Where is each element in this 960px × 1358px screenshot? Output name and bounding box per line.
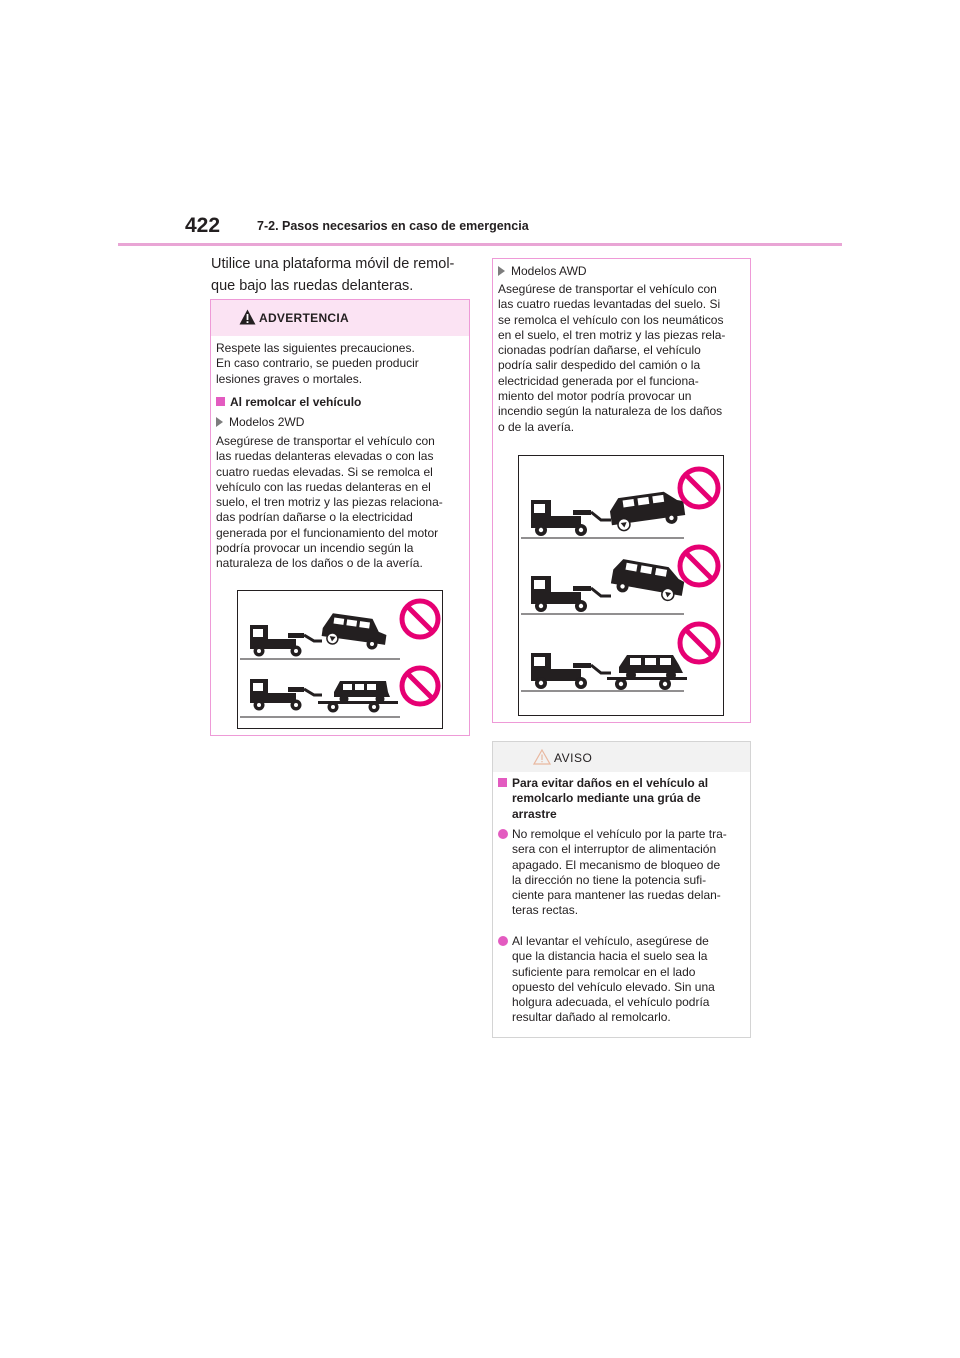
text-line: o de la avería. <box>498 419 575 434</box>
circle-bullet-icon <box>498 829 508 839</box>
tow-scene-rear-on-ground <box>521 489 686 538</box>
notice-heading-line: arrastre <box>512 806 557 821</box>
text-line: las cuatro ruedas levantadas del suelo. Si <box>498 297 721 312</box>
warning-box <box>210 299 470 736</box>
prohibition-icon <box>680 547 718 585</box>
text-line: vehículo con las ruedas delanteras en el <box>216 479 431 494</box>
tow-truck-icon <box>250 679 322 711</box>
notice-item-1 <box>498 827 750 919</box>
awd-sub-label: Modelos AWD <box>511 264 587 278</box>
awd-sub <box>498 264 587 279</box>
notice-item-line: ciente para mantener las ruedas delan- <box>512 888 721 903</box>
notice-heading-line: remolcarlo mediante una grúa de <box>512 791 701 806</box>
notice-item-line: suficiente para remolcar en el lado <box>512 964 696 979</box>
circle-bullet-icon <box>498 936 508 946</box>
tow-truck-icon <box>531 653 611 689</box>
vehicle-icon <box>610 558 687 603</box>
text-line: cionadas podrían dañarse, el vehículo <box>498 343 701 358</box>
warning-heading <box>216 395 361 410</box>
text-line: cuatro ruedas elevadas. Si se remolca el <box>216 464 433 479</box>
warning-heading-label: Al remolcar el vehículo <box>230 395 362 409</box>
notice-heading-line: Para evitar daños en el vehículo al <box>512 776 709 790</box>
arrow-bullet-icon <box>216 417 223 427</box>
arrow-bullet-icon <box>498 266 505 276</box>
text-line: electricidad generada por el funciona- <box>498 373 699 388</box>
notice-item-line: resultar dañado al remolcarlo. <box>512 1010 671 1025</box>
warning-sub-label: Modelos 2WD <box>229 415 305 429</box>
intro-text <box>211 253 473 297</box>
text-line <box>498 776 748 791</box>
intro-line: que bajo las ruedas delanteras. <box>211 278 414 294</box>
text-line: Asegúrese de transportar el vehículo con <box>498 282 717 296</box>
notice-header <box>493 742 750 772</box>
text-line: En caso contrario, se pueden producir <box>216 356 419 371</box>
text-line <box>498 827 750 842</box>
notice-item-line: sera con el interruptor de alimentación <box>512 842 717 857</box>
notice-item-line: la dirección no tiene la potencia sufi- <box>512 872 707 887</box>
notice-item-line: apagado. El mecanismo de bloqueo de <box>512 857 721 872</box>
text-line: Asegúrese de transportar el vehículo con <box>216 434 435 448</box>
notice-triangle-icon <box>533 749 551 765</box>
prohibition-icon <box>402 601 438 637</box>
section-title: 7-2. Pasos necesarios en caso de emergencia <box>257 219 529 233</box>
notice-item-line: Al levantar el vehículo, asegúrese de <box>512 934 709 948</box>
warning-body <box>216 434 468 572</box>
text-line: se remolca el vehículo con los neumáticos <box>498 312 724 327</box>
warning-title: ADVERTENCIA <box>259 311 349 325</box>
notice-item-line: que la distancia hacia el suelo sea la <box>512 949 708 964</box>
text-line: incendio según la naturaleza de los daños <box>498 404 723 419</box>
text-line: suelo, el tren motriz y las piezas relaciona- <box>216 495 443 510</box>
notice-item-line: teras rectas. <box>512 903 579 918</box>
warning-triangle-icon <box>239 309 256 325</box>
text-line: podría salir despedido del camión o la <box>498 358 701 373</box>
illustration-awd <box>518 455 724 716</box>
text-line: naturaleza de los daños o de la avería. <box>216 556 423 571</box>
notice-item-line: No remolque el vehículo por la parte tra- <box>512 827 727 841</box>
awd-body <box>498 282 750 435</box>
notice-item-line: holgura adecuada, el vehículo podría <box>512 995 710 1010</box>
vehicle-icon <box>608 489 686 532</box>
page-number: 422 <box>185 214 221 237</box>
warning-intro <box>216 341 466 387</box>
towing-2wd-drawing <box>238 591 442 728</box>
prohibition-icon <box>402 668 438 704</box>
text-line: lesiones graves o mortales. <box>216 371 363 386</box>
notice-heading <box>498 776 748 822</box>
intro-line: Utilice una plataforma móvil de remol- <box>211 256 455 272</box>
tow-scene-front-lifted <box>240 612 400 659</box>
awd-box <box>492 258 751 723</box>
notice-box <box>492 741 751 1038</box>
towing-awd-drawing <box>519 456 723 715</box>
tow-scene-all-lifted <box>240 679 400 717</box>
text-line: miento del motor podría provocar un <box>498 389 692 404</box>
tow-scene-on-dolly <box>521 653 687 691</box>
prohibition-icon <box>680 469 718 507</box>
notice-item-2 <box>498 934 750 1026</box>
text-line: Respete las siguientes precauciones. <box>216 341 415 355</box>
warning-header <box>211 300 469 336</box>
illustration-2wd <box>237 590 443 729</box>
tow-truck-icon <box>531 576 611 612</box>
text-line: las ruedas delanteras elevadas o con las <box>216 449 434 464</box>
square-bullet-icon <box>498 778 507 787</box>
text-line <box>498 934 750 949</box>
tow-scene-front-on-ground <box>521 558 686 614</box>
text-line: en el suelo, el tren motriz y las piezas rela- <box>498 327 726 342</box>
header-rule <box>118 243 842 246</box>
square-bullet-icon <box>216 397 225 406</box>
warning-sub <box>216 415 304 430</box>
tow-truck-icon <box>250 625 322 657</box>
text-line: das podrían dañarse o la electricidad <box>216 510 413 525</box>
prohibition-icon <box>680 624 718 662</box>
text-line: podría provocar un incendio según la <box>216 541 414 556</box>
vehicle-on-dolly-icon <box>607 655 687 690</box>
tow-truck-icon <box>531 500 611 536</box>
notice-item-line: opuesto del vehículo elevado. Sin una <box>512 979 715 994</box>
vehicle-on-dolly-icon <box>318 681 398 713</box>
vehicle-icon <box>321 612 389 651</box>
notice-title: AVISO <box>554 751 593 765</box>
text-line: generada por el funcionamiento del motor <box>216 525 439 540</box>
